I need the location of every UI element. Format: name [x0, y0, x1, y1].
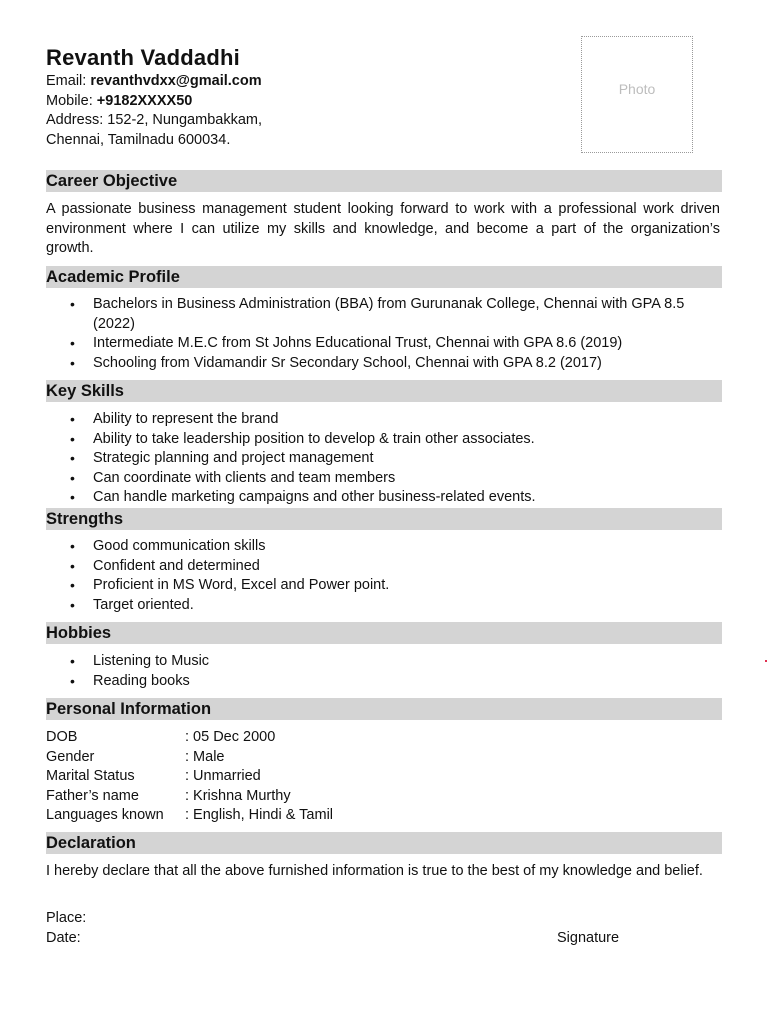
section-personal-information [46, 698, 722, 720]
list-item: • Reading books [93, 672, 720, 692]
address-line-2: Chennai, Tamilnadu 600034. [46, 131, 231, 148]
list-item: • Can coordinate with clients and team members [93, 469, 720, 489]
bullet-icon: • [70, 577, 75, 593]
table-row [46, 767, 333, 787]
address-line-1: Address: 152-2, Nungambakkam, [46, 112, 262, 128]
info-key: Father’s name [46, 787, 139, 804]
info-value: : Male [185, 748, 225, 765]
declaration-footer [46, 909, 720, 948]
list-item: • Proficient in MS Word, Excel and Power point. [93, 576, 720, 596]
date-label: Date: [46, 929, 81, 946]
academic-list [46, 295, 720, 373]
mobile-value: +9182XXXX50 [96, 92, 193, 109]
section-title: Hobbies [46, 624, 112, 642]
section-title: Personal Information [46, 700, 212, 718]
hobbies-list-block [46, 652, 720, 691]
table-row [46, 748, 333, 768]
bullet-icon: • [70, 335, 75, 351]
list-item: • Good communication skills [93, 537, 720, 557]
stray-mark [765, 660, 767, 662]
bullet-icon: • [70, 469, 75, 486]
section-hobbies [46, 622, 722, 644]
bullet-icon: • [70, 296, 75, 312]
list-item: • Target oriented. [93, 596, 720, 616]
email-label: Email: [46, 73, 91, 89]
list-item: • Ability to take leadership position to develop & train other associates. [93, 430, 720, 450]
list-item: • Can handle marketing campaigns and other business-related events. [93, 488, 720, 508]
candidate-name: Revanth Vaddadhi [46, 45, 240, 70]
list-item: • Intermediate M.E.C from St Johns Educational Trust, Chennai with GPA 8.6 (2019) [93, 334, 720, 354]
section-career-objective [46, 170, 722, 192]
info-value: : Unmarried [185, 768, 261, 784]
strengths-list-block [46, 537, 720, 615]
bullet-icon: • [70, 411, 75, 427]
bullet-icon: • [70, 653, 75, 669]
section-declaration [46, 832, 722, 854]
hobbies-list [46, 652, 720, 691]
personal-info-table [46, 728, 333, 826]
list-item: • Strategic planning and project management [93, 449, 720, 469]
bullet-icon: • [70, 557, 75, 574]
signature-label: Signature [557, 929, 620, 946]
list-item: • Confident and determined [93, 557, 720, 577]
list-item: • Schooling from Vidamandir Sr Secondary School, Chennai with GPA 8.2 (2017) [93, 354, 720, 374]
list-item: • Listening to Music [93, 652, 720, 672]
section-key-skills [46, 380, 722, 402]
photo-placeholder [581, 36, 693, 153]
table-row [46, 806, 333, 826]
section-strengths [46, 508, 722, 530]
skills-list [46, 410, 720, 508]
bullet-icon: • [70, 489, 75, 505]
bullet-icon: • [70, 450, 75, 466]
section-title: Key Skills [46, 382, 124, 400]
table-row [46, 728, 333, 748]
strengths-list [46, 537, 720, 615]
bullet-icon: • [70, 430, 75, 447]
section-title: Strengths [46, 510, 124, 528]
info-value: : English, Hindi & Tamil [185, 807, 334, 823]
photo-label: Photo [618, 80, 656, 97]
email-value: revanthvdxx@gmail.com [90, 73, 262, 89]
info-key: DOB [46, 729, 78, 745]
place-label: Place: [46, 910, 87, 926]
section-title: Declaration [46, 834, 136, 852]
info-key: Languages known [46, 807, 164, 823]
career-objective-text: A passionate business management student looking forward to work with a professional work driven environment where I can utilize my skills and knowledge, and become a part of the organization’s growth. [46, 201, 720, 256]
section-academic-profile [46, 266, 722, 288]
list-item: • Bachelors in Business Administration (BBA) from Gurunanak College, Chennai with GPA 8.5 (2022) [70, 296, 685, 332]
info-value: : Krishna Murthy [185, 787, 291, 804]
mobile-label: Mobile: [46, 92, 97, 109]
list-item: • Ability to represent the brand [93, 410, 720, 430]
section-title: Career Objective [46, 172, 178, 190]
declaration-text: I hereby declare that all the above furnished information is true to the best of my knowledge and belief. [46, 863, 703, 879]
skills-list-block [46, 410, 720, 508]
table-row [46, 787, 333, 807]
bullet-icon: • [70, 672, 75, 689]
info-value: : 05 Dec 2000 [185, 729, 276, 745]
info-key: Gender [46, 748, 95, 765]
date-signature-row [46, 929, 720, 949]
personal-info-block [46, 728, 720, 826]
info-key: Marital Status [46, 768, 135, 784]
bullet-icon: • [70, 538, 75, 554]
bullet-icon: • [70, 354, 75, 371]
section-title: Academic Profile [46, 268, 180, 286]
academic-list-block [46, 295, 720, 373]
bullet-icon: • [70, 596, 75, 613]
